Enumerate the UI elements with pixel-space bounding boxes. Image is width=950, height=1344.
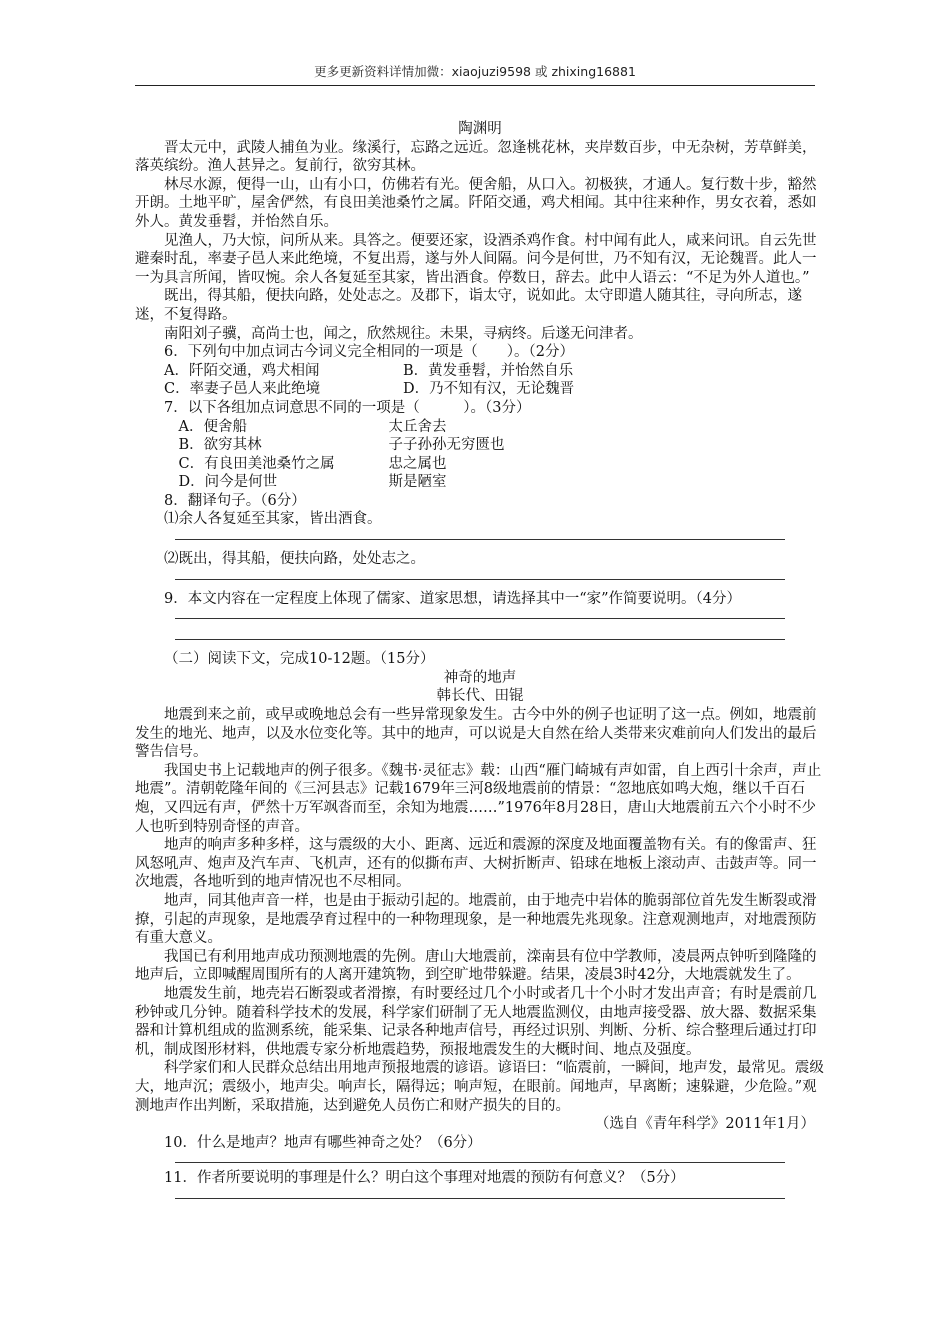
answer-line[interactable]: [175, 1188, 785, 1199]
pair-right: 忠之属也: [388, 455, 447, 472]
option-a: A．阡陌交通，鸡犬相闻: [164, 362, 320, 379]
poem-paragraph: 南阳刘子骥，高尚士也，闻之，欣然规往。未果，寻病终。后遂无问津者。: [164, 325, 643, 342]
poem-paragraph: 既出，得其船，便扶向路，处处志之。及郡下，诣太守，说如此。太守即遣人随其往，寻向所志，遂迷，不复得路。: [135, 288, 802, 323]
pair-left: D．问今是何世: [178, 474, 278, 491]
question-7-pair: [135, 473, 825, 492]
answer-line[interactable]: [175, 1152, 785, 1163]
question-7-pair: [135, 418, 825, 437]
section-2-intro: （二）阅读下文，完成10-12题。（15分）: [164, 651, 435, 668]
article-paragraph: 科学家们和人民群众总结出用地声预报地震的谚语。谚语曰：“临震前，一瞬间，地声发，最常见。震级大，地声沉；震级小，地声尖。响声长，隔得远；响声短，在眼前。闻地声，早离断；速躲避，少危险。”观测地声作出判断，采取措施，达到避免人员伤亡和财产损失的目的。: [135, 1060, 824, 1114]
article-source: （选自《青年科学》2011年1月）: [594, 1116, 815, 1133]
option-b: B．黄发垂髫，并怡然自乐: [403, 362, 574, 379]
option-c: C．率妻子邑人来此绝境: [164, 381, 321, 398]
poem-author: 陶渊明: [458, 121, 502, 137]
pair-left: B．欲穷其林: [178, 437, 262, 454]
article-paragraph: 地声的响声多种多样，这与震级的大小、距离、远近和震源的深度及地面覆盖物有关。有的像雷声、狂风怒吼声、炮声及汽车声、飞机声，还有的似撕布声、大树折断声、铅球在地板上滚动声、击鼓声等。同一次地震，各地听到的地声情况也不尽相同。: [135, 837, 817, 891]
question-11-stem: 11．作者所要说明的事理是什么？明白这个事理对地震的预防有何意义？（5分）: [164, 1170, 685, 1187]
article-title: 神奇的地声: [443, 669, 517, 686]
pair-left: A．便舍船: [178, 418, 247, 435]
answer-line[interactable]: [175, 569, 785, 580]
question-7-stem: 7．以下各组加点词意思不同的一项是（ ）。（3分）: [164, 399, 531, 416]
article-paragraph: 我国已有利用地声成功预测地震的先例。唐山大地震前，滦南县有位中学教师，凌晨两点钟听到隆隆的地声后，立即喊醒周围所有的人离开建筑物，到空旷地带躲避。结果，凌晨3时42分，大地震就发生了。: [135, 948, 817, 984]
question-8-stem: 8．翻译句子。（6分）: [164, 492, 306, 509]
option-d: D．乃不知有汉，无论魏晋: [403, 381, 575, 398]
pair-left: C．有良田美池桑竹之属: [178, 455, 335, 472]
poem-paragraph: 晋太元中，武陵人捕鱼为业。缘溪行，忘路之远近。忽逢桃花林，夹岸数百步，中无杂树，芳草鲜美，落英缤纷。渔人甚异之。复前行，欲穷其林。: [135, 139, 817, 175]
article-paragraph: 地声，同其他声音一样，也是由于振动引起的。地震前，由于地壳中岩体的脆弱部位首先发生断裂或滑撩，引起的声现象，是地震孕育过程中的一种物理现象，是一种地震先兆现象。注意观测地声，对地震预防有重大意义。: [135, 892, 817, 947]
question-8-item-2: ⑵既出，得其船，便扶向路，处处志之。: [164, 551, 425, 568]
article-paragraph: 地震到来之前，或早或晚地总会有一些异常现象发生。古今中外的例子也证明了这一点。例如，地震前发生的地光、地声，以及水位变化等。其中的地声，可以说是大自然在给人类带来灾难前向人们发出的最后警告信号。: [135, 707, 817, 761]
poem-paragraph: 林尽水源，便得一山，山有小口，仿佛若有光。便舍船，从口入。初极狭，才通人。复行数十步，豁然开朗。土地平旷，屋舍俨然，有良田美池桑竹之属。阡陌交通，鸡犬相闻。其中往来种作，男女衣着，悉如外人。黄发垂髫，并怡然自乐。: [135, 176, 817, 230]
pair-right: 斯是陋室: [388, 474, 447, 491]
question-9-stem: 9．本文内容在一定程度上体现了儒家、道家思想，请选择其中一“家”作简要说明。（4分）: [164, 590, 742, 607]
question-6-options-row: [135, 380, 825, 399]
answer-line[interactable]: [175, 608, 785, 619]
question-7-pair: [135, 455, 825, 474]
article-author: 韩长代、田锟: [436, 688, 524, 705]
question-8-item-1: ⑴余人各复延至其家，皆出酒食。: [164, 511, 382, 528]
article-paragraph: 我国史书上记载地声的例子很多。《魏书·灵征志》载：山西“雁门崎城有声如雷，自上西引十余声，声止地震”。清朝乾隆年间的《三河县志》记载1679年三河8级地震前的情景：“忽地底如鸣大炮，继以千百石炮，又四远有声，俨然十万军飒沓而至，余知为地震……”1976年8月28日，唐山大地震前五六个小时不少人也听到特别奇怪的声音。: [135, 762, 822, 835]
pair-right: 太丘舍去: [388, 418, 447, 435]
document-body: [135, 120, 825, 1205]
pair-right: 子子孙孙无穷匮也: [388, 437, 505, 454]
poem-paragraph: 见渔人，乃大惊，问所从来。具答之。便要还家，设酒杀鸡作食。村中闻有此人，咸来问讯。自云先世避秦时乱，率妻子邑人来此绝境，不复出焉，遂与外人间隔。问今是何世，乃不知有汉，无论魏晋。此人一一为具言所闻，皆叹惋。余人各复延至其家，皆出酒食。停数日，辞去。此中人语云：“不足为外人道也。”: [135, 232, 817, 286]
page-header: 更多更新资料详情加微：xiaojuzi9598 或 zhixing16881: [314, 64, 636, 79]
question-10-stem: 10．什么是地声？地声有哪些神奇之处？（6分）: [164, 1134, 482, 1151]
question-6-options-row: [135, 362, 825, 381]
header-rule: [135, 85, 815, 86]
article-paragraph: 地震发生前，地壳岩石断裂或者滑擦，有时要经过几个小时或者几十个小时才发出声音；有时是震前几秒钟或几分钟。随着科学技术的发展，科学家们研制了无人地震监测仪，由地声接受器、放大器、数据采集器和计算机组成的监测系统，能采集、记录各种地声信号，再经过识别、判断、分析、综合整理后通过打印机，制成图形材料，供地震专家分析地震趋势，预报地震发生的大概时间、地点及强度。: [135, 985, 817, 1058]
question-6-stem: 6．下列句中加点词古今词义完全相同的一项是（ ）。（2分）: [164, 344, 574, 361]
question-7-pair: [135, 436, 825, 455]
answer-line[interactable]: [175, 529, 785, 540]
answer-line[interactable]: [175, 629, 785, 640]
